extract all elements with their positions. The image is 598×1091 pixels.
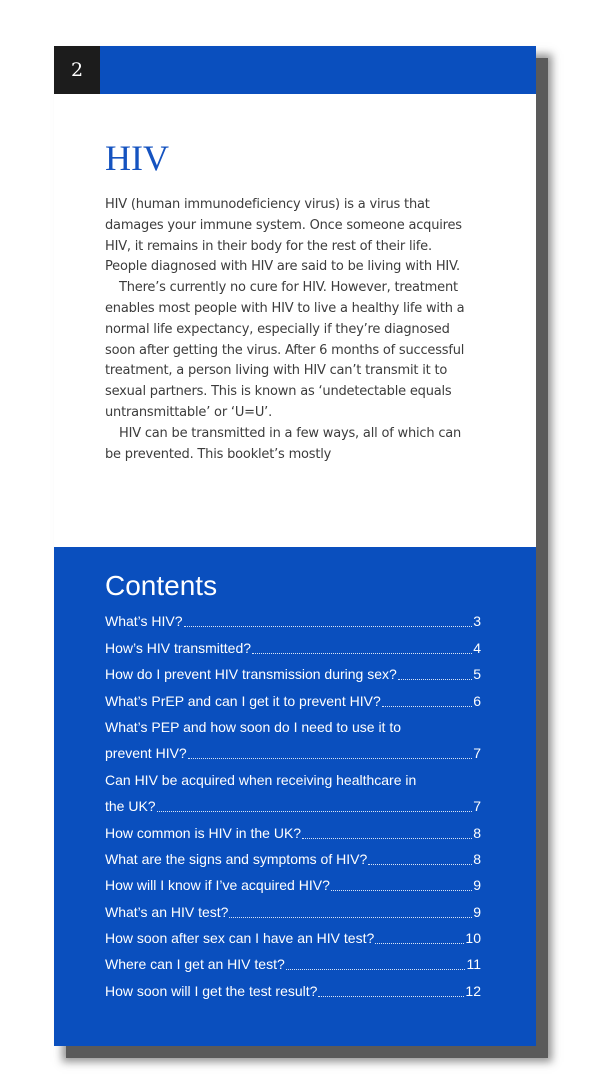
toc-page-number: 7 [473, 798, 481, 815]
toc-entry-title: How will I know if I’ve acquired HIV? [105, 877, 330, 894]
toc-entry[interactable] [105, 976, 481, 1002]
toc-page-number: 12 [465, 982, 481, 999]
toc-page-number: 5 [473, 666, 481, 683]
toc-entry-title: Can HIV be acquired when receiving healthcare in [105, 771, 417, 788]
toc-entry[interactable] [105, 765, 481, 791]
table-of-contents [105, 607, 481, 1003]
toc-entry-title: How common is HIV in the UK? [105, 824, 302, 841]
toc-page-number: 8 [473, 824, 481, 841]
booklet-page [54, 46, 536, 1046]
toc-entry[interactable] [105, 633, 481, 659]
toc-entry-title: How’s HIV transmitted? [105, 639, 252, 656]
contents-title: Contents [105, 570, 218, 601]
toc-leader-dots [382, 706, 472, 707]
toc-entry-title: What’s PEP and how soon do I need to use it to [105, 718, 402, 735]
toc-page-number: 11 [466, 956, 481, 973]
toc-page-number: 9 [473, 903, 481, 920]
toc-entry-title: the UK? [105, 798, 156, 815]
toc-page-number: 4 [473, 639, 481, 656]
toc-entry[interactable] [105, 818, 481, 844]
toc-leader-dots [318, 996, 464, 997]
toc-entry[interactable] [105, 845, 481, 871]
toc-entry[interactable] [105, 607, 481, 633]
paragraph: HIV can be transmitted in a few ways, all of which can be prevented. This booklet’s mostly [105, 425, 462, 462]
toc-entry-title: What’s HIV? [105, 613, 183, 630]
intro-text [105, 195, 465, 465]
paragraph: There’s currently no cure for HIV. However, treatment enables most people with HIV to live a healthy life with a normal life expectancy, especially if they’re diagnosed soon after getting the virus. After 6 months of successful treatment, a person living with HIV can’t transmit it to sexual partners. This is known as ‘undetectable equals untransmittable’ or ‘U=U’. [105, 280, 465, 420]
toc-leader-dots [252, 653, 472, 654]
toc-entry-title: Where can I get an HIV test? [105, 956, 285, 973]
toc-page-number: 7 [473, 745, 481, 762]
toc-leader-dots [286, 969, 466, 970]
toc-entry[interactable] [105, 871, 481, 897]
toc-entry-title: How do I prevent HIV transmission during sex? [105, 666, 397, 683]
toc-leader-dots [368, 864, 472, 865]
header-bar [54, 46, 536, 94]
toc-page-number: 8 [473, 850, 481, 867]
toc-leader-dots [375, 943, 464, 944]
toc-entry-title: How soon after sex can I have an HIV test? [105, 930, 375, 947]
toc-leader-dots [229, 917, 472, 918]
contents-panel [54, 547, 536, 1046]
toc-entry[interactable] [105, 739, 481, 765]
page-title: HIV [105, 138, 169, 178]
toc-entry-title: prevent HIV? [105, 745, 187, 762]
paragraph: HIV (human immunodeficiency virus) is a virus that damages your immune system. Once someone acquires HIV, it remains in their body for the rest of their life. People diagnosed with HIV are said to be living with HIV. [105, 197, 462, 275]
toc-leader-dots [157, 811, 473, 812]
toc-leader-dots [302, 838, 472, 839]
toc-entry-title: What’s an HIV test? [105, 903, 229, 920]
toc-leader-dots [188, 758, 472, 759]
toc-entry-title: What’s PrEP and can I get it to prevent HIV? [105, 692, 381, 709]
toc-page-number: 6 [473, 692, 481, 709]
toc-entry-title: How soon will I get the test result? [105, 982, 318, 999]
toc-leader-dots [184, 626, 473, 627]
toc-page-number: 10 [465, 930, 481, 947]
toc-entry-title: What are the signs and symptoms of HIV? [105, 850, 368, 867]
toc-page-number: 9 [473, 877, 481, 894]
toc-entry[interactable] [105, 660, 481, 686]
toc-leader-dots [331, 890, 472, 891]
toc-entry[interactable] [105, 950, 481, 976]
toc-entry[interactable] [105, 713, 481, 739]
toc-leader-dots [398, 679, 472, 680]
toc-entry[interactable] [105, 897, 481, 923]
toc-entry[interactable] [105, 924, 481, 950]
toc-page-number: 3 [473, 613, 481, 630]
toc-entry[interactable] [105, 686, 481, 712]
toc-entry[interactable] [105, 792, 481, 818]
page-number: 2 [54, 46, 100, 94]
